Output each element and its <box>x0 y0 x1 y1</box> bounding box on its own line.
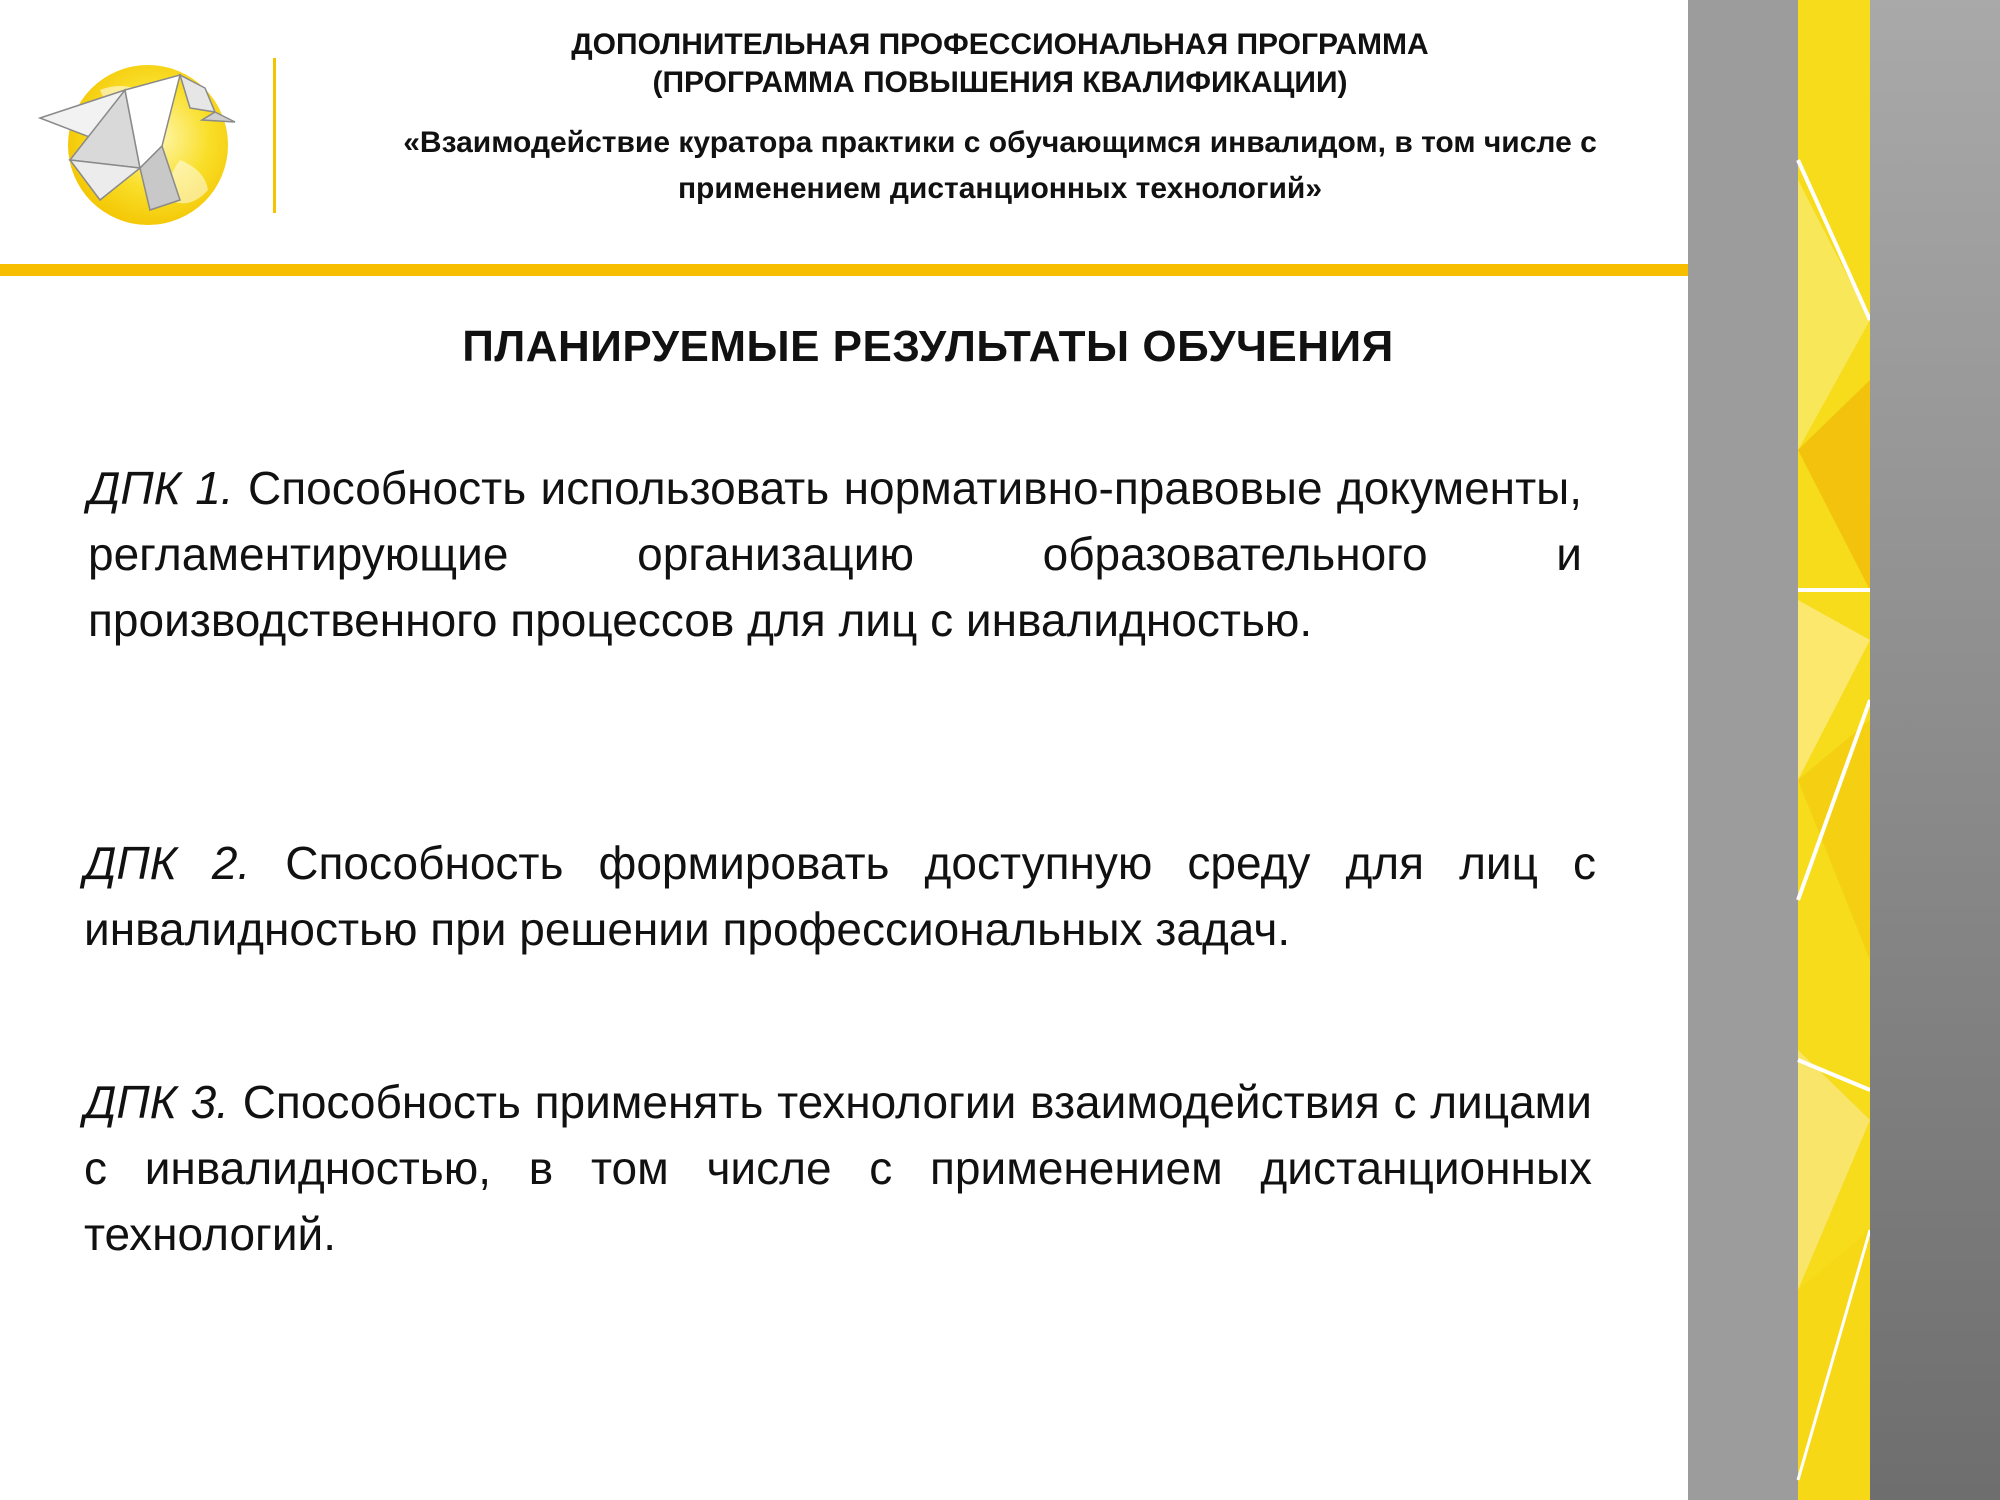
program-subtitle: (ПРОГРАММА ПОВЫШЕНИЯ КВАЛИФИКАЦИИ) <box>652 66 1348 99</box>
origami-bird-globe-logo-icon <box>30 50 250 225</box>
header-rule <box>0 264 1798 276</box>
competency-text: Способность формировать доступную среду для лиц с инвалидностью при решении профессиональных задач. <box>84 837 1596 955</box>
competency-code: ДПК 3. <box>84 1076 229 1128</box>
competency-code: ДПК 1. <box>88 462 234 514</box>
course-name: «Взаимодействие куратора практики с обучающимся инвалидом, в том числе с применением дистанционных технологий» <box>403 126 1597 205</box>
competency-text: Способность использовать нормативно-правовые документы, регламентирующие организацию образовательного и производственного процессов для лиц с инвалидностью. <box>88 462 1582 646</box>
program-title: ДОПОЛНИТЕЛЬНАЯ ПРОФЕССИОНАЛЬНАЯ ПРОГРАММА <box>571 28 1429 61</box>
section-title: ПЛАНИРУЕМЫЕ РЕЗУЛЬТАТЫ ОБУЧЕНИЯ <box>462 322 1394 371</box>
competency-item <box>84 830 1596 962</box>
competency-text: Способность применять технологии взаимодействия с лицами с инвалидностью, в том числе с применением дистанционных технологий. <box>84 1076 1592 1260</box>
competency-code: ДПК 2. <box>84 837 251 889</box>
decorative-side-band <box>1688 0 2000 1500</box>
competency-item <box>84 1069 1592 1267</box>
competency-item <box>88 455 1582 653</box>
logo-divider <box>273 58 276 213</box>
program-header <box>360 26 1640 212</box>
